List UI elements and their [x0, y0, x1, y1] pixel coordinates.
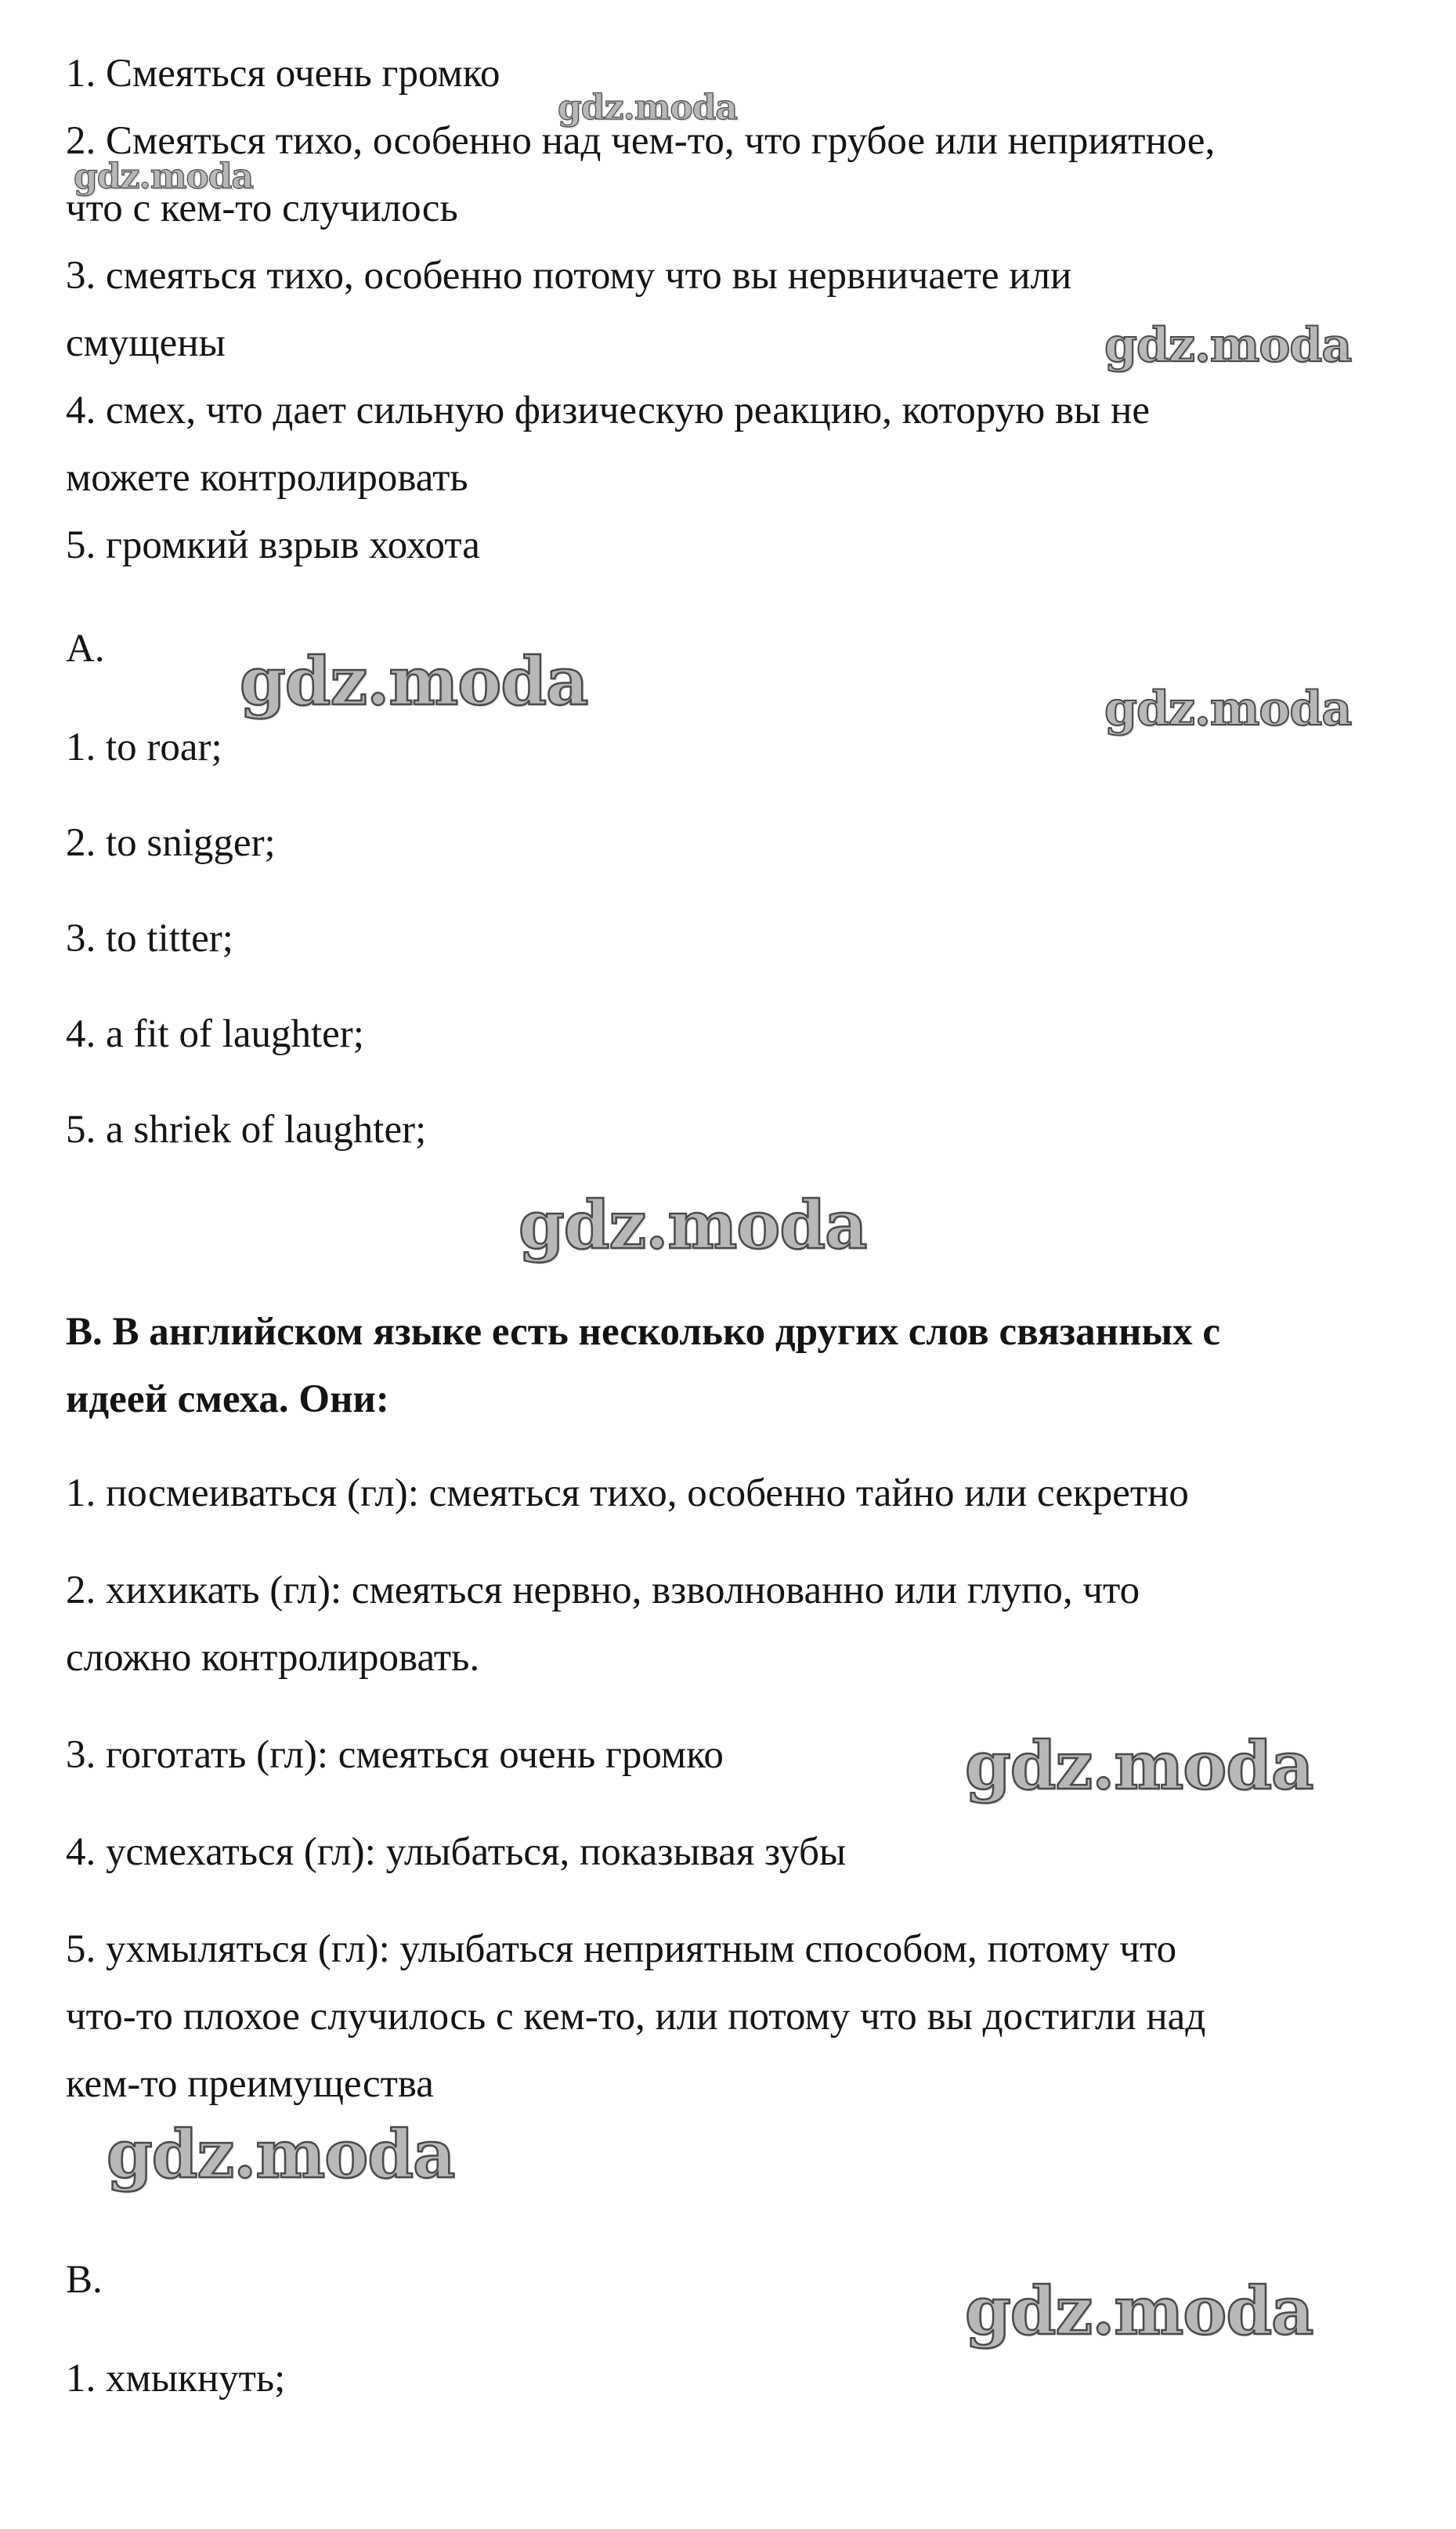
- watermark: gdz.moda: [558, 88, 738, 128]
- answer-line: 2. to snigger;: [66, 821, 276, 865]
- watermark: gdz.moda: [240, 642, 588, 720]
- definition-line: 1. Смеяться очень громко: [66, 52, 500, 96]
- answer-line: 3. to titter;: [66, 917, 233, 961]
- watermark: gdz.moda: [518, 1186, 867, 1264]
- list-item: 4. усмехаться (гл): улыбаться, показывая зубы: [66, 1830, 847, 1874]
- definition-line: 4. смех, что дает сильную физическую реакцию, которую вы не: [66, 389, 1150, 432]
- section-a-label: A.: [66, 627, 105, 671]
- section-b-heading: идеей смеха. Они:: [66, 1377, 389, 1421]
- list-item: 1. посмеиваться (гл): смеяться тихо, особенно тайно или секретно: [66, 1471, 1189, 1515]
- watermark: gdz.moda: [74, 157, 254, 197]
- definition-line: 2. Смеяться тихо, особенно над чем-то, что грубое или неприятное,: [66, 119, 1216, 163]
- list-item: сложно контролировать.: [66, 1636, 480, 1680]
- list-item: что-то плохое случилось с кем-то, или потому что вы достигли над: [66, 1995, 1206, 2039]
- answer-line: 1. хмыкнуть;: [66, 2357, 286, 2401]
- list-item: 3. гоготать (гл): смеяться очень громко: [66, 1733, 724, 1777]
- watermark: gdz.moda: [1104, 318, 1352, 373]
- definition-line: что с кем-то случилось: [66, 186, 458, 230]
- watermark: gdz.moda: [1104, 682, 1352, 736]
- section-b-heading: B. В английском языке есть несколько других слов связанных с: [66, 1310, 1221, 1354]
- answer-line: 1. to roar;: [66, 725, 222, 769]
- definition-line: можете контролировать: [66, 456, 468, 500]
- answer-line: 5. a shriek of laughter;: [66, 1108, 427, 1152]
- definition-line: 5. громкий взрыв хохота: [66, 523, 480, 567]
- definition-line: 3. смеяться тихо, особенно потому что вы нервничаете или: [66, 254, 1072, 298]
- list-item: 2. хихикать (гл): смеяться нервно, взволнованно или глупо, что: [66, 1568, 1140, 1612]
- watermark: gdz.moda: [965, 1727, 1313, 1804]
- watermark: gdz.moda: [965, 2272, 1313, 2350]
- definition-line: смущены: [66, 321, 226, 365]
- list-item: 5. ухмыляться (гл): улыбаться неприятным способом, потому что: [66, 1927, 1177, 1971]
- watermark: gdz.moda: [107, 2115, 455, 2193]
- section-b-answer-label: B.: [66, 2258, 103, 2302]
- answer-line: 4. a fit of laughter;: [66, 1012, 364, 1056]
- list-item: кем-то преимущества: [66, 2062, 434, 2106]
